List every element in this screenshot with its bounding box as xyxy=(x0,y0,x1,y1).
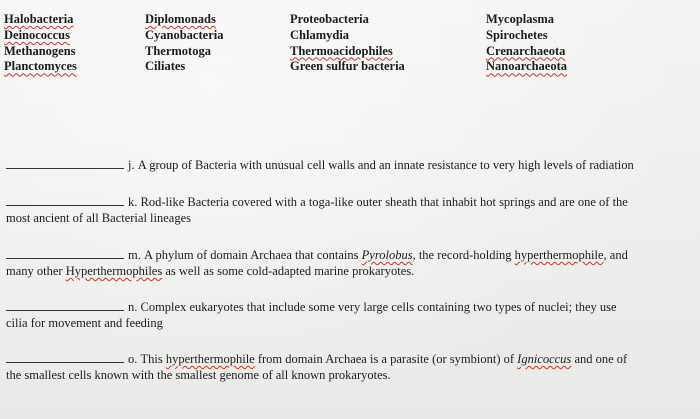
question-label: j. xyxy=(128,158,135,172)
question-text: many other xyxy=(6,264,66,278)
genus-name: Pyrolobus xyxy=(361,248,413,262)
question-text-continued: cilia for movement and feeding xyxy=(6,316,163,330)
term-item: Thermoacidophiles xyxy=(290,43,393,58)
term-item: Ciliates xyxy=(145,59,186,74)
answer-blank[interactable] xyxy=(6,247,124,259)
question-text: A group of Bacteria with unusual cell walls and an innate resistance to very high levels of radiation xyxy=(137,158,634,172)
term-item: Diplomonads xyxy=(145,12,216,26)
question-text-continued: most ancient of all Bacterial lineages xyxy=(6,211,191,225)
question-text-continued xyxy=(6,263,692,279)
question-text: and one of xyxy=(571,352,628,366)
question-text: This xyxy=(140,352,166,366)
term-item: Deinococcus xyxy=(4,27,70,42)
term-item: Chlamydia xyxy=(290,27,350,42)
term-list-column-4 xyxy=(486,12,567,75)
term-item: Crenarchaeota xyxy=(486,43,566,58)
term-item: Proteobacteria xyxy=(290,12,369,26)
question-text: as well as some cold-adapted marine prokaryotes. xyxy=(162,264,415,278)
question-text: , the record-holding xyxy=(412,248,515,262)
question-label: o. xyxy=(128,352,138,366)
term-item: Methanogens xyxy=(4,43,76,58)
question-text-continued: the smallest cells known with the smallest genome of all known prokaryotes. xyxy=(6,368,391,382)
question-text: Complex eukaryotes that include some very large cells containing two types of nuclei; they use xyxy=(140,300,617,314)
term-item: Nanoarchaeota xyxy=(486,59,568,74)
term-item: Mycoplasma xyxy=(486,12,555,26)
term-item: Cyanobacteria xyxy=(145,27,224,42)
question-j xyxy=(6,157,692,173)
genus-name: Ignicoccus xyxy=(517,352,572,366)
answer-blank[interactable] xyxy=(6,157,124,169)
question-text: , and xyxy=(603,248,628,262)
term-list-column-1 xyxy=(4,12,77,75)
term-list-column-2 xyxy=(145,12,223,75)
question-k xyxy=(6,194,692,226)
question-n xyxy=(6,299,692,331)
term-item: Planctomyces xyxy=(4,59,77,74)
question-text: from domain Archaea is a parasite (or symbiont) of xyxy=(254,352,518,366)
answer-blank[interactable] xyxy=(6,194,124,206)
term-item: Thermotoga xyxy=(145,43,211,58)
term-item: Green sulfur bacteria xyxy=(290,59,405,74)
answer-blank[interactable] xyxy=(6,351,124,363)
question-m xyxy=(6,247,692,279)
question-text: A phylum of domain Archaea that contains xyxy=(143,248,362,262)
question-o xyxy=(6,351,692,383)
question-label: n. xyxy=(128,300,138,314)
term-item: Halobacteria xyxy=(4,12,74,26)
term-item: Spirochetes xyxy=(486,27,548,42)
term-list-column-3 xyxy=(290,12,405,75)
term-word: hyperthermophile xyxy=(165,352,255,366)
question-text: Rod-like Bacteria covered with a toga-like outer sheath that inhabit hot springs and are one of the xyxy=(140,195,628,209)
term-word: hyperthermophile xyxy=(514,248,604,262)
question-label: m. xyxy=(128,248,141,262)
answer-blank[interactable] xyxy=(6,299,124,311)
term-word: Hyperthermophiles xyxy=(65,264,163,278)
question-label: k. xyxy=(128,195,138,209)
